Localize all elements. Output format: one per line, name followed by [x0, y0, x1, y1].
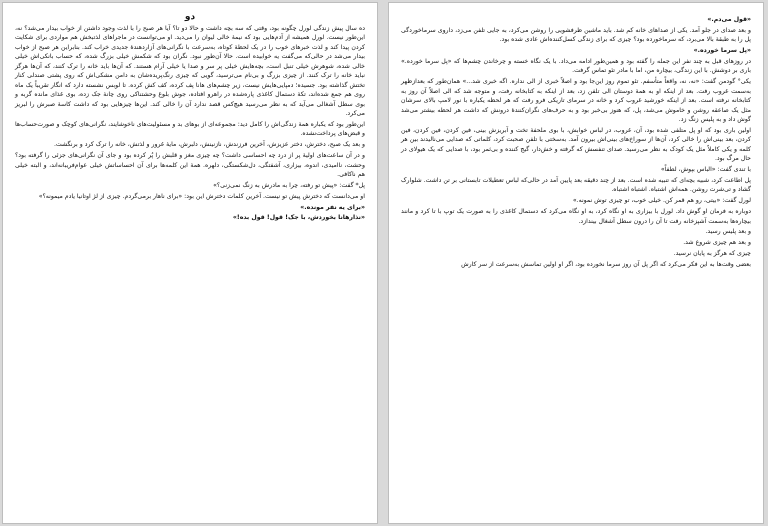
left-page	[2, 2, 378, 524]
paragraph: و بعد یک صبح، دخترش، دختر عزیزش، آخرین فرزندش، نازنینش، دلبرش، مایهٔ غرور و لذتش، خانه را ترک کرد و برنگشت.	[53, 141, 365, 149]
paragraph: با تندی گفت: «الباس بپوش، لطفاً»	[660, 166, 751, 174]
chapter-title: دو	[184, 12, 196, 22]
paragraph: یکی° گودمن گفت: «نه، نه، واقعاً متأسفم. تئو تموم روز این‌جا بود و اصلاً خبری از الی نداره. اگه خبری شد...» همان‌طور که بعدازظهر به‌سمت غروب رفت. بعد از اینکه او به همهٔ دوستان الی تلفن زد، بعد از اینکه به کتابخانه رفت، و متوجه شد که الی اصلاً آن روز به کتابخانه نرفته است. بعد از اینکه خورشید غروب کرد و خانه در سرمای تاریکی فرو رفت که هر لحظه یکباره با نور لامپ بالای سرشان مثل یک صاعقه روشن و خاموش می‌شد، پل، که هنوز بی‌خبر بود و به حرف‌های نگران‌کنندهٔ درونش که داشت هر لحظه بیشتر می‌شد گوش داد و به پلیس زنگ زد.	[401, 78, 751, 124]
paragraph: بعضی وقت‌ها به این فکر می‌کرد که اگر پل آن روز سرما نخورده بود، اگر او اولین تماسش به‌سرعت از سر کارش	[461, 260, 751, 268]
paragraph: چیزی که هرگز به پایان نرسید.	[673, 250, 751, 258]
paragraph: «پل سرما خورده.»	[693, 47, 751, 55]
paragraph: اولین باری بود که او پل متلفی شده بود، آن، غروب، در لباس خوابش، با بوی ملحفهٔ تخت و آبریزش بینی، فین کردن، فین کردن، فین کردن، بعد بینی‌اش را خالی کرد، آن‌ها از سوراخ‌های بینی‌اش بیرون آمد. به‌سختی با تلفن صحبت کرد، کلماتی که صدایی می‌نالیدند بین هر کلمه و یکی کاملاً مثل یک کودک به نظر می‌رسید. صدای تنفسش که گرفته و خش‌دار، گیج کننده و بی‌ثمر بود، با صدایی که یک هیولای در حال مرگ بود.	[401, 126, 751, 163]
paragraph: در روزهای قبل به چند نفر این جمله را گفته بود و همین‌طور ادامه می‌داد. با یک نگاه خسته و چرخاندن چشم‌ها که «پل سرما خورده.» باری بر دوشش. با این زندگی، بیچاره من، اما با مادر تئو تماس گرفت.	[401, 57, 751, 75]
paragraph: «برای یه نفر مونده.»	[300, 203, 365, 211]
paragraph: پل* گفت: «پیش تو رفته، چرا به مادرش به زنگ نمی‌زنی؟»	[213, 181, 365, 189]
paragraph: و بعد صدای در جلو آمد. یکی از صداهای خانه کم شد. باید ماشین ظرفشویی را روشن می‌کرد، به جایی تلفن می‌زد، داروی سرماخوردگی پل را به طبقهٔ بالا می‌برد، که سرماخورده بود؟ چیزی که برای زندگی کسل‌کننده‌اش عادی شده بود.	[401, 26, 751, 44]
paragraph: پل اطاعت کرد، شبیه بچه‌ای که تنبیه شده است. بعد از چند دقیقه بعد پایین آمد در حالی‌که لباس تعطیلات تابستانی بر تن داشت. شلوارک گشاد و تی‌شرت روشن. همه‌اش اشتباه. اشتباه اشتباه.	[401, 176, 751, 194]
paragraph: «نذارهانا بخوردش، با جک! قول! قول بده!»	[232, 214, 365, 222]
paragraph: «قول می‌دم.»	[707, 16, 751, 23]
paragraph: دوباره به فرمان او گوش داد. لورل با بیزاری به او نگاه کرد، به او نگاه می‌کرد که دستمال کاغذی را به صورت یک توپ با تا کرد و مانند بیچاره‌ها به‌سمت آشپزخانه رفت تا آن را درون سطل آشغال بیندازد.	[401, 208, 751, 225]
paragraph: و بعد هم چیزی شروع شد.	[683, 239, 751, 247]
paragraph: و بعد پلیس رسید.	[705, 228, 751, 236]
paragraph: او می‌دانست که دخترش پیش تو نیست. آخرین کلمات دخترش این بود: «برای ناهار برمی‌گردم. چیزی از لژ اوتانیا یادم میمونه؟»	[38, 192, 365, 200]
paragraph: و در آن ساعت‌های اولیهٔ پر از درد چه احساسی داشت؟ چه چیزی مغز و قلبش را پُر کرده بود و جای آن نگرانی‌های جزئی را گرفته بود؟ وحشت، ناامیدی، اندوه، بیزاری، آشفتگی، دل‌شکستگی، دلهره. همهٔ این کلمه‌ها برای آن احساساتش خیلی عوام‌فریبانه‌اند، و البته خیلی هم ناکافی.	[15, 152, 365, 178]
paragraph: لورل گفت: «بیتی، رو هم قمر کن. خیلی خوب، تو چیزی توش نمونه.»	[572, 197, 751, 205]
paragraph: این‌طور بود که یکباره همهٔ زندگی‌اش را کامل دید: مجموعه‌ای از بوهای بد و مسئولیت‌های ناخوشایند، نگرانی‌های کوچک و صورت‌حساب‌ها و قبض‌های پرداخت‌نشده.	[15, 120, 365, 138]
paragraph: ده سال پیش زندگی لورل چگونه بود، وقتی که سه بچه داشت و حالا دو تا؟ آیا هر صبح را با لذت وجود داشتن از خواب بیدار می‌شد؟ نه، این‌طور نیست. لورل همیشه از آدم‌هایی بود که نیمهٔ خالی لیوان را می‌دید. او می‌توانست در ماجراهای لذتبخش هم مواردی برای شکایت کردن پیدا کند و لذت خبرهای خوب را در یک لحظهٔ کوتاه، به‌سرعت با نگرانی‌های آزاردهندهٔ جدیدی خراب کند. بنابراین هر صبح از خواب بیدار می‌شد در حالی‌که می‌گفت یه خوابیده است. حالا آن‌طور نبود. نگران بود که شکمش خیلی بزرگ شده، که حساب بانکی‌اش خیلی خالی شده، شوهرش خیلی تنبل است، بچه‌هایش خیلی پر سر و صدا یا خیلی آرام هستند. که آن‌ها باید خانه را ترک کنند، که آن‌ها هرگز نباید خانه را ترک کنند. از چیزی بزرگ و بی‌نام می‌ترسید، گویی که چیزی رنگ‌پریده‌شان به دامن مشکی‌اش که روی پشتی صندلی کنار تختش گذاشته بود. جسیده؛ دمپایی‌هایش نیست، زیر چشم‌های هانا پف کرده، کف کش کرده. تا لوبس نشسته دارد که انگار تقریباً یک ماه روی هم جمع شده‌اند، تکهٔ دستمال کاغذی پاره‌شده در راهرو افتاده، جوش بلوغ وحشتناکی روی چانهٔ جک زده، بوی غذای مانده گربه و بوی سطل آشغالی می‌آید که به نظر می‌رسید هیچ‌کس قصد ندارد آن را خالی کند. این‌ها چیزهایی بود که داشت کاسهٔ صبرش را لبریز می‌کرد.	[15, 25, 365, 118]
right-page	[388, 2, 764, 524]
